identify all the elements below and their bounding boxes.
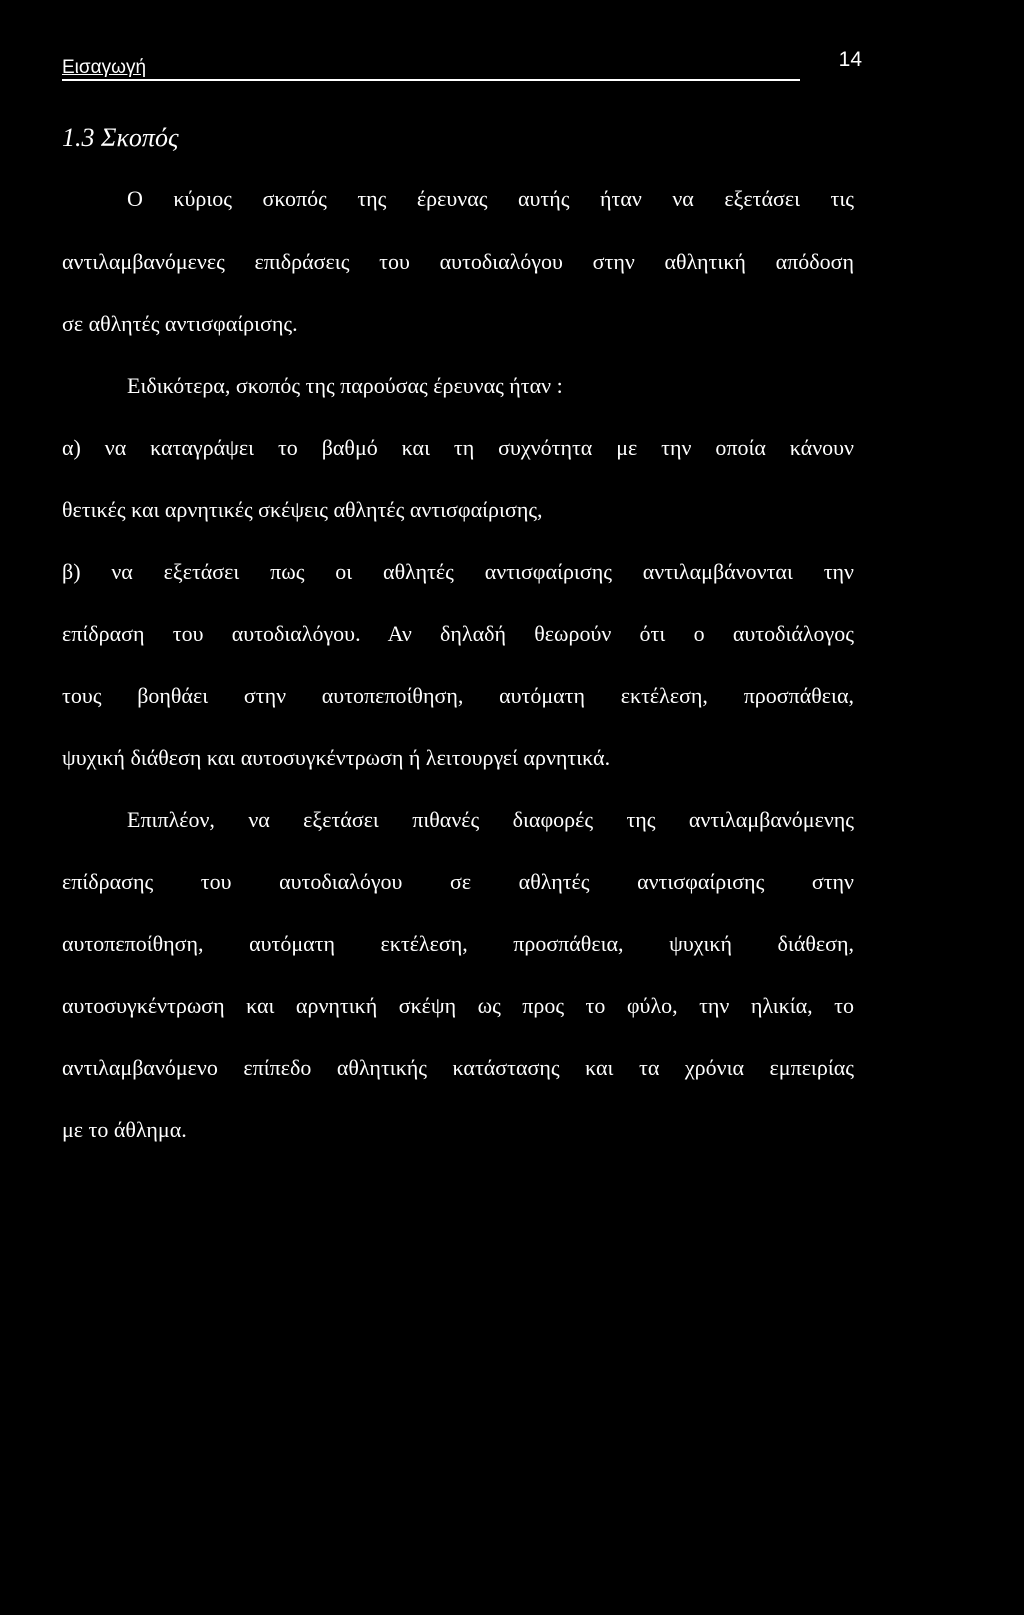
body-line: Ο κύριος σκοπός της έρευνας αυτής ήταν να εξετάσει τις	[127, 186, 854, 211]
body-line: σε αθλητές αντισφαίρισης.	[62, 311, 298, 336]
body-line: επίδραση του αυτοδιαλόγου. Αν δηλαδή θεωρούν ότι ο αυτοδιάλογος	[62, 621, 854, 646]
body-line: Ειδικότερα, σκοπός της παρούσας έρευνας ήταν :	[127, 373, 563, 398]
section-heading: 1.3 Σκοπός	[62, 123, 179, 152]
body-line: Επιπλέον, να εξετάσει πιθανές διαφορές της αντιλαμβανόμενης	[127, 807, 854, 832]
page-header	[62, 48, 862, 84]
body-line: ψυχική διάθεση και αυτοσυγκέντρωση ή λειτουργεί αρνητικά.	[62, 745, 611, 770]
body-line: επίδρασης του αυτοδιαλόγου σε αθλητές αντισφαίρισης στην	[62, 869, 854, 894]
body-line: με το άθλημα.	[62, 1117, 187, 1142]
header-title: Εισαγωγή	[62, 57, 147, 78]
page-number: 14	[838, 48, 862, 71]
body-line: β) να εξετάσει πως οι αθλητές αντισφαίρισης αντιλαμβάνονται την	[62, 559, 854, 584]
body-line: α) να καταγράψει το βαθμό και τη συχνότητα με την οποία κάνουν	[62, 435, 854, 460]
body-line: αυτοσυγκέντρωση και αρνητική σκέψη ως προς το φύλο, την ηλικία, το	[62, 993, 854, 1018]
body-line: αντιλαμβανόμενο επίπεδο αθλητικής κατάστασης και τα χρόνια εμπειρίας	[62, 1055, 854, 1080]
header-rule	[62, 79, 800, 81]
body-line: αυτοπεποίθηση, αυτόματη εκτέλεση, προσπάθεια, ψυχική διάθεση,	[62, 931, 854, 956]
body-line: θετικές και αρνητικές σκέψεις αθλητές αντισφαίρισης,	[62, 497, 543, 522]
body-line: τους βοηθάει στην αυτοπεποίθηση, αυτόματη εκτέλεση, προσπάθεια,	[62, 683, 854, 708]
body-line: αντιλαμβανόμενες επιδράσεις του αυτοδιαλόγου στην αθλητική απόδοση	[62, 249, 854, 274]
